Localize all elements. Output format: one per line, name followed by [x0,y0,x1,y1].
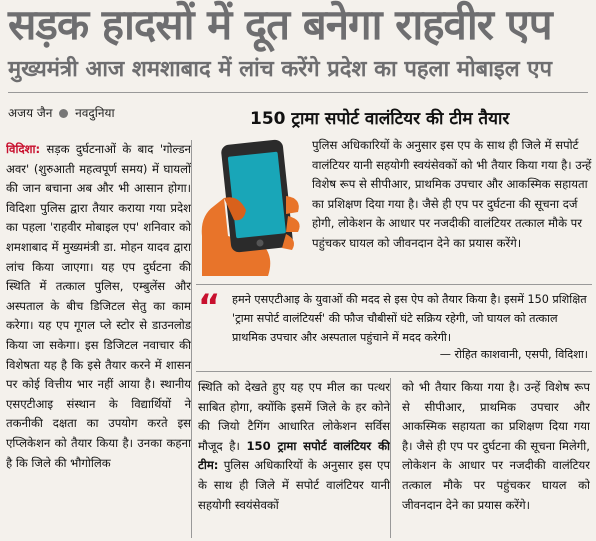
headline: सड़क हादसों में दूत बनेगा राहवीर एप [8,0,552,49]
quote-body: हमने एसएटीआइ के युवाओं की मदद से इस ऐप को तैयार किया है। इसमें 150 प्रशिक्षित 'ट्रामा सपोर्ट वालंटियर्स' की फौज चौबीसों घंटे सक्रिय रहेगी, जो घायल को तत्काल प्राथमिक उपचार और अस्पताल पहुंचाने में मदद करेगी। [232,293,587,344]
article-column-2 [198,378,391,538]
quote-mark: “ [198,287,221,327]
box-body: पुलिस अधिकारियों के अनुसार इस एप के साथ ही जिले में सपोर्ट वालंटियर यानी सहयोगी स्वयंसेवकों को भी तैयार किया गया है। उन्हें विशेष रूप से सीपीआर, प्राथमिक उपचार और आकस्मिक सहायता का प्रशिक्षण दिया गया है। जैसे ही एप पर दुर्घटना की सूचना दर्ज होगी, लोकेशन के आधार पर नजदीकी वालंटियर तत्काल मौके पर पहुंचकर घायल को जीवनदान देने का प्रयास करेंगे। [312,138,592,250]
column-2-body: स्थिति को देखते हुए यह एप मील का पत्थर साबित होगा, क्योंकि इसमें जिले के हर कोने की जियो टैगिंग आधारित लोकेशन सर्विस मौजूद है। [198,380,390,453]
author-name: अजय जैन [8,106,53,120]
column-2-body-2: पुलिस अधिकारियों के अनुसार इस एप के साथ ही जिले में सपोर्ट वालंटियर यानी सहयोगी स्वयंसेवकों [198,458,391,512]
bullet-icon [59,109,68,118]
hand-holding-phone-icon [194,136,306,276]
quote-attribution: — रोहित काशवानी, एसपी, विदिशा। [439,348,588,361]
subheadline: मुख्यमंत्री आज शमशाबाद में लांच करेंगे प्रदेश का पहला मोबाइल एप [8,57,552,82]
box-text [312,136,592,278]
column-2-subhead: 150 ट्रामा सपोर्ट वालंटियर की टीम: [198,438,390,473]
article-column-3 [402,378,590,538]
column-1-text [6,140,191,473]
quote-text [232,290,588,347]
divider [8,92,588,93]
dateline: विदिशा: [6,142,41,156]
article-column-1 [6,140,192,538]
publication-name: नवदुनिया [75,106,115,120]
byline [8,104,115,121]
column-2-text [198,378,390,515]
box-title: 150 ट्रामा सपोर्ट वालंटियर की टीम तैयार [250,109,510,129]
column-3-text: को भी तैयार किया गया है। उन्हें विशेष रूप से सीपीआर, प्राथमिक उपचार और आकस्मिक सहायता का प्रशिक्षण दिया गया है। जैसे ही एप पर दुर्घटना की सूचना मिलेगी, लोकेशन के आधार पर नजदीकी वालंटियर तत्काल मौके पर पहुंचकर घायल को जीवनदान देने का प्रयास करेंगे। [402,380,590,512]
column-1-body: सड़क दुर्घटनाओं के बाद 'गोल्डन अवर' (शुरुआती महत्वपूर्ण समय) में घायलों की जान बचाना अब और भी आसान होगा। विदिशा पुलिस द्वारा तैयार कराया गया प्रदेश का पहला 'राहवीर मोबाइल एप' शनिवार को शमशाबाद में मुख्यमंत्री डा. मोहन यादव द्वारा लांच किया जाएगा। यह एप दुर्घटना की स्थिति में तत्काल पुलिस, एम्बुलेंस और अस्पताल के बीच डिजिटल सेतु का काम करेगा। यह एप गूगल प्ले स्टोर से डाउनलोड किया जा सकेगा। इस डिजिटल नवाचार की विशेषता यह है कि इसे तैयार करने में शासन पर कोई वित्तीय भार नहीं आया है। स्थानीय एसएटीआइ संस्थान के विद्यार्थियों ने तकनीकी दक्षता का उपयोग करते इस एप्लिकेशन को तैयार किया है। उनका कहना है कि जिले की भौगोलिक [6,142,191,470]
